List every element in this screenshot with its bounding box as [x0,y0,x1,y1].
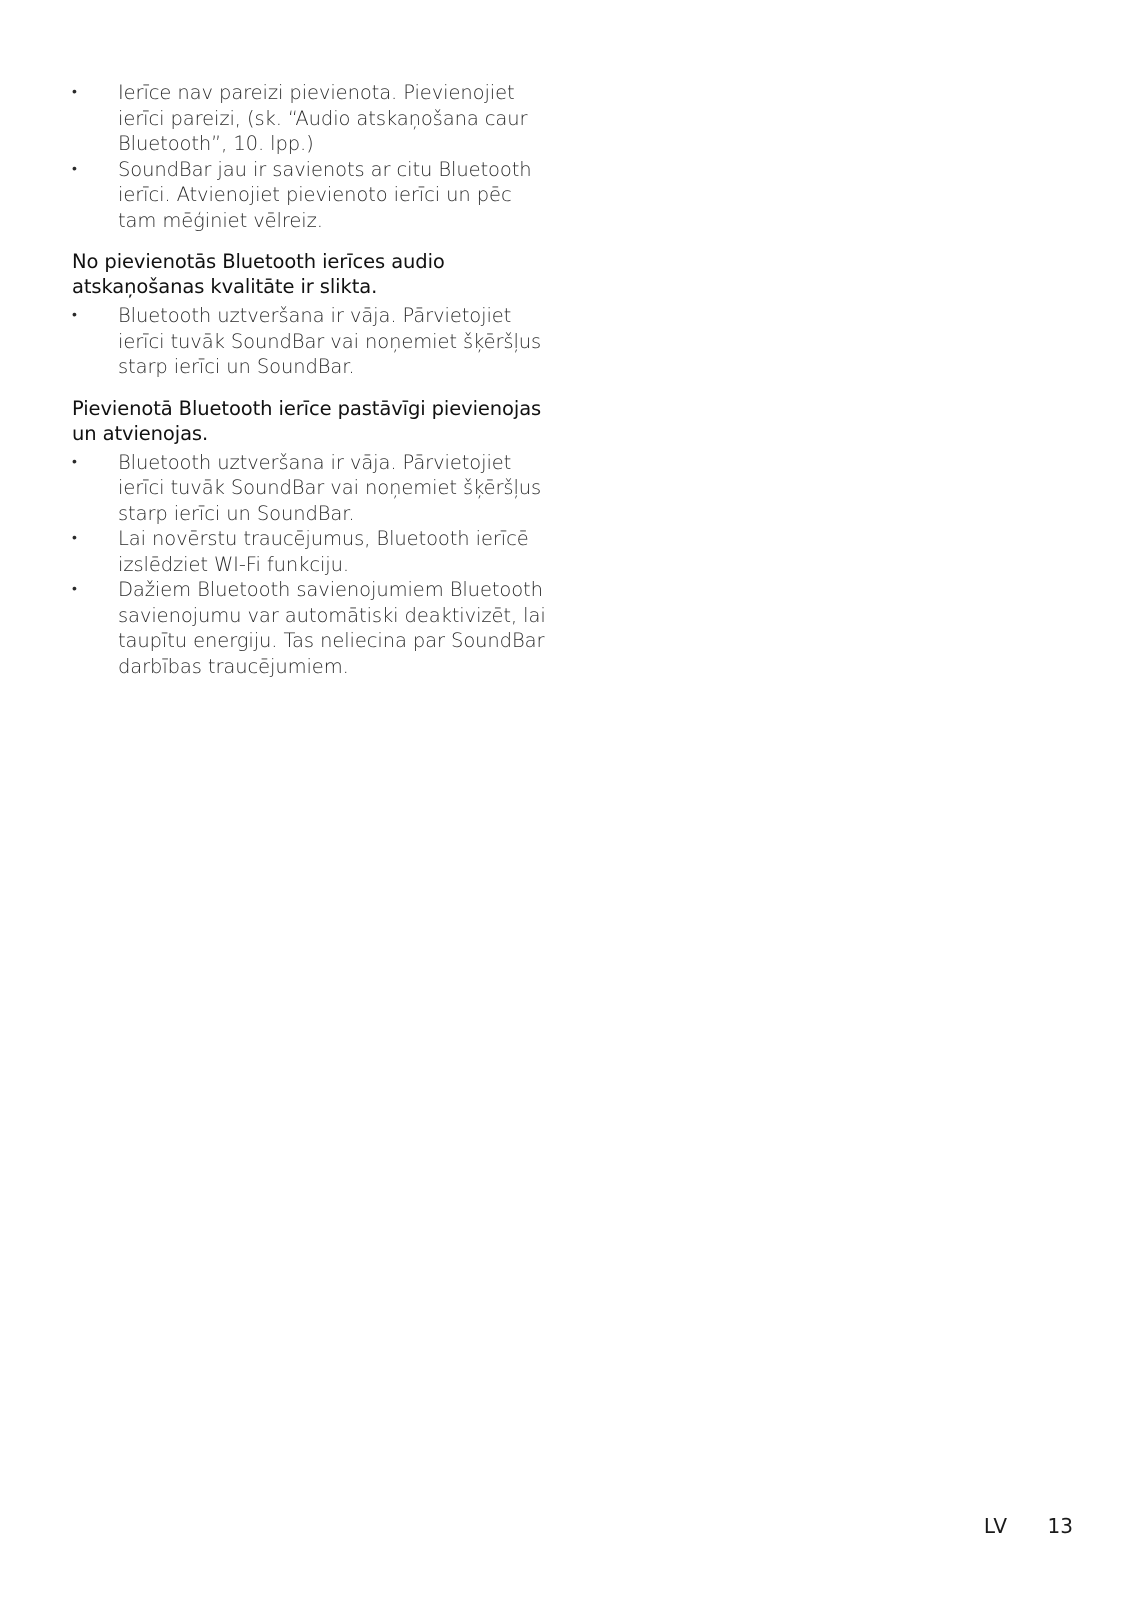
list-item [72,157,552,234]
page-number: 13 [1047,1514,1073,1538]
main-column [72,80,552,679]
bullet-text: SoundBar jau ir savienots ar citu Bluetooth ierīci. Atvienojiet pievienoto ierīci un pēc tam mēģiniet vēlreiz. [118,157,532,232]
bullet-text: Ierīce nav pareizi pievienota. Pievienojiet ierīci pareizi, (sk. “Audio atskaņošana caur Bluetooth”, 10. lpp.) [118,81,528,155]
list-item [72,80,552,157]
bullet-icon: • [72,530,77,546]
bullet-icon: • [72,84,77,100]
list-item [72,577,552,679]
intro-bullet-list [72,80,552,233]
page-footer [984,1514,1073,1538]
bullet-icon: • [72,307,77,323]
bullet-icon: • [72,581,77,597]
bullet-text: Bluetooth uztveršana ir vāja. Pārvietojiet ierīci tuvāk SoundBar vai noņemiet šķēršļus starp ierīci un SoundBar. [118,450,542,525]
bullet-icon: • [72,453,77,470]
list-item [72,526,552,577]
section-heading: Pievienotā Bluetooth ierīce pastāvīgi pievienojas un atvienojas. [72,396,542,445]
section-bullet-list [72,450,552,680]
bullet-icon: • [72,160,77,177]
bullet-text: Dažiem Bluetooth savienojumiem Bluetooth savienojumu var automātiski deaktivizēt, lai taupītu energiju. Tas neliecina par SoundBar darbības traucējumiem. [118,578,546,678]
language-code: LV [983,1514,1008,1538]
bullet-text: Bluetooth uztveršana ir vāja. Pārvietojiet ierīci tuvāk SoundBar vai noņemiet šķēršļus starp ierīci un SoundBar. [118,304,542,378]
list-item [72,303,552,380]
bullet-text: Lai novērstu traucējumus, Bluetooth ierīcē izslēdziet WI-Fi funkciju. [118,527,529,576]
list-item [72,450,552,527]
section-heading: No pievienotās Bluetooth ierīces audio atskaņošanas kvalitāte ir slikta. [72,250,445,298]
section-bullet-list [72,303,552,380]
